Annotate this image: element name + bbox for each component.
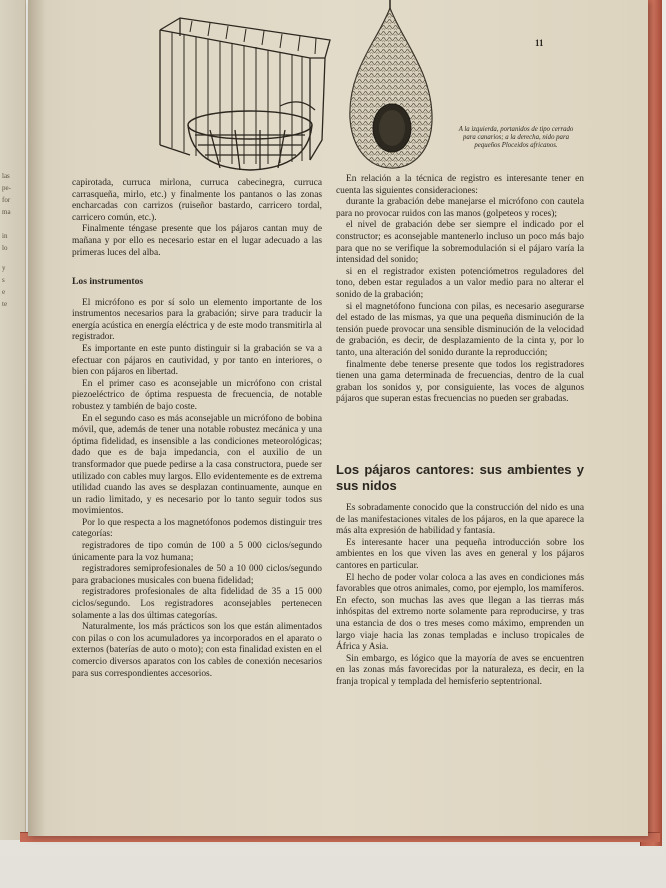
paragraph: Naturalmente, los más prácticos son los que están alimentados con pilas o con los acumuladores ya incorporados en el aparato o externos (baterías de auto o moto); con esta finalidad existen en el comercio diversos aparatos con los cables de conexión necesarios para sus correspondientes accesorios.: [72, 622, 322, 679]
paragraph: En el segundo caso es más aconsejable un micrófono de bobina móvil, que, además de tener una notable robustez mecánica y una óptima fidelidad, es insensible a las condiciones meteorológicas; dado que es de baja impedancia, con el auxilio de un transformador que puede pedirse a la casa constructora, puede ser utilizado con cables muy largos. Ello evidentemente es de extrema utilidad cuando las aves se desplazan continuamente, aunque en un radio limitado, y es necesario por lo tanto seguir todos sus movimientos.: [72, 413, 322, 517]
paragraph: registradores de tipo común de 100 a 5 000 ciclos/segundo únicamente para la voz humana;: [72, 541, 322, 563]
paragraph: Es sobradamente conocido que la construcción del nido es una de las manifestaciones vitales de los pájaros, en la que aparece la más alta expresión de habilidad y fantasía.: [336, 503, 584, 537]
right-column-section: [336, 462, 584, 689]
margin-fragment: e: [2, 288, 6, 296]
section-heading: Los pájaros cantores: sus ambientes y sus nidos: [336, 462, 584, 493]
page-gutter-shadow: [28, 0, 46, 836]
paragraph: si el magnetófono funciona con pilas, es necesario asegurarse del estado de las mismas, ya que una pequeña disminución de la tensión puede provocar una sensible disminución de la velocidad de grabación, es decir, de desplazamiento de la cinta y, por lo tanto, una alteración del sonido durante la reproducción;: [336, 301, 584, 358]
paragraph: En el primer caso es aconsejable un micrófono con cristal piezoeléctrico de óptima respuesta de frecuencia, de notable robustez y también de bajo coste.: [72, 378, 322, 412]
paragraph: Es interesante hacer una pequeña introducción sobre los ambientes en los que viven las aves en general y los pájaros cantores en particular.: [336, 537, 584, 571]
margin-fragment: las: [2, 172, 10, 180]
paragraph: durante la grabación debe manejarse el micrófono con cautela para no provocar ruidos con las manos (golpeteos y roces);: [336, 197, 584, 219]
paragraph: Es importante en este punto distinguir si la grabación se va a efectuar con pájaros en cautividad, y por tanto en interiores, o bien con pájaros en libertad.: [72, 343, 322, 378]
paragraph: El hecho de poder volar coloca a las aves en condiciones más favorables que otros animales, como, por ejemplo, los mamíferos. En efecto, son muchas las aves que llegan a las tierras más inhóspitas del extremo norte solamente para reproducirse, y tras una estancia de dos o tres meses como máximo, emprenden un largo viaje hacia las zonas templadas e incluso tropicales de África y Asia.: [336, 572, 584, 653]
margin-fragment: s: [2, 276, 5, 284]
paragraph: Finalmente téngase presente que los pájaros cantan muy de mañana y por ello es necesario estar en el lugar adecuado a las primeras luces del alba.: [72, 224, 322, 258]
paragraph: El micrófono es por sí solo un elemento importante de los instrumentos necesarios para la grabación; sirve para traducir la energía acústica en energía eléctrica y de este modo transmitirla al registrador.: [72, 297, 322, 343]
page-number: 11: [535, 38, 544, 48]
woven-nest-illustration: [340, 0, 440, 172]
right-column: [336, 174, 584, 406]
paragraph: registradores profesionales de alta fidelidad de 35 a 15 000 ciclos/segundo. Los registradores aconsejables pertenecen solamente a las dos últimas categorías.: [72, 587, 322, 621]
paragraph: el nivel de grabación debe ser siempre el indicado por el constructor; es aconsejable mantenerlo incluso un poco más bajo para que no se verifique la sobremodulación si el pájaro varía la intensidad del sonido;: [336, 220, 584, 266]
margin-fragment: pe-: [2, 184, 11, 192]
margin-fragment: in: [2, 232, 8, 240]
figure-caption: A la izquierda, portanidos de tipo cerrado para canarios; a la derecha, nido para pequeños Ploceidos africanos.: [458, 126, 574, 150]
paragraph: finalmente debe tenerse presente que todos los registradores tienen una gama determinada de frecuencias, dentro de la cual graban los sonidos y, por consiguiente, las voces de algunos pájaros que superan estas frecuencias no pueden ser grabadas.: [336, 359, 584, 405]
margin-fragment: lo: [2, 244, 8, 252]
left-column-section: [72, 276, 322, 680]
paragraph: capirotada, curruca mirlona, curruca cabecinegra, curruca carrasqueña, mirlo, etc.) y finalmente los pantanos o las zonas encharcadas con carrizos (ruiseñor bastardo, carricero tordal, carricero común, etc.).: [72, 178, 322, 223]
margin-fragment: for: [2, 196, 11, 204]
margin-fragment: y: [2, 264, 6, 272]
paragraph: si en el registrador existen potenciómetros reguladores del tono, deben estar regulados a un valor medio para no alterar el sonido de la grabación;: [336, 266, 584, 300]
margin-fragment: te: [2, 300, 8, 308]
paragraph: En relación a la técnica de registro es interesante tener en cuenta las siguientes consideraciones:: [336, 174, 584, 196]
cage-nest-illustration: [150, 10, 335, 175]
margin-fragment: ma: [2, 208, 11, 216]
paragraph: registradores semiprofesionales de 50 a 10 000 ciclos/segundo para grabaciones musicales con buena fidelidad;: [72, 564, 322, 586]
section-heading: Los instrumentos: [72, 276, 144, 287]
paragraph: Por lo que respecta a los magnetófonos podemos distinguir tres categorías:: [72, 517, 322, 540]
previous-page-edge: [0, 0, 26, 840]
left-column: [72, 178, 322, 259]
paragraph: Sin embargo, es lógico que la mayoría de aves se encuentren en las zonas más favorecidas por la naturaleza, es decir, en la franja tropical y templada del hemisferio septentrional.: [336, 653, 584, 687]
